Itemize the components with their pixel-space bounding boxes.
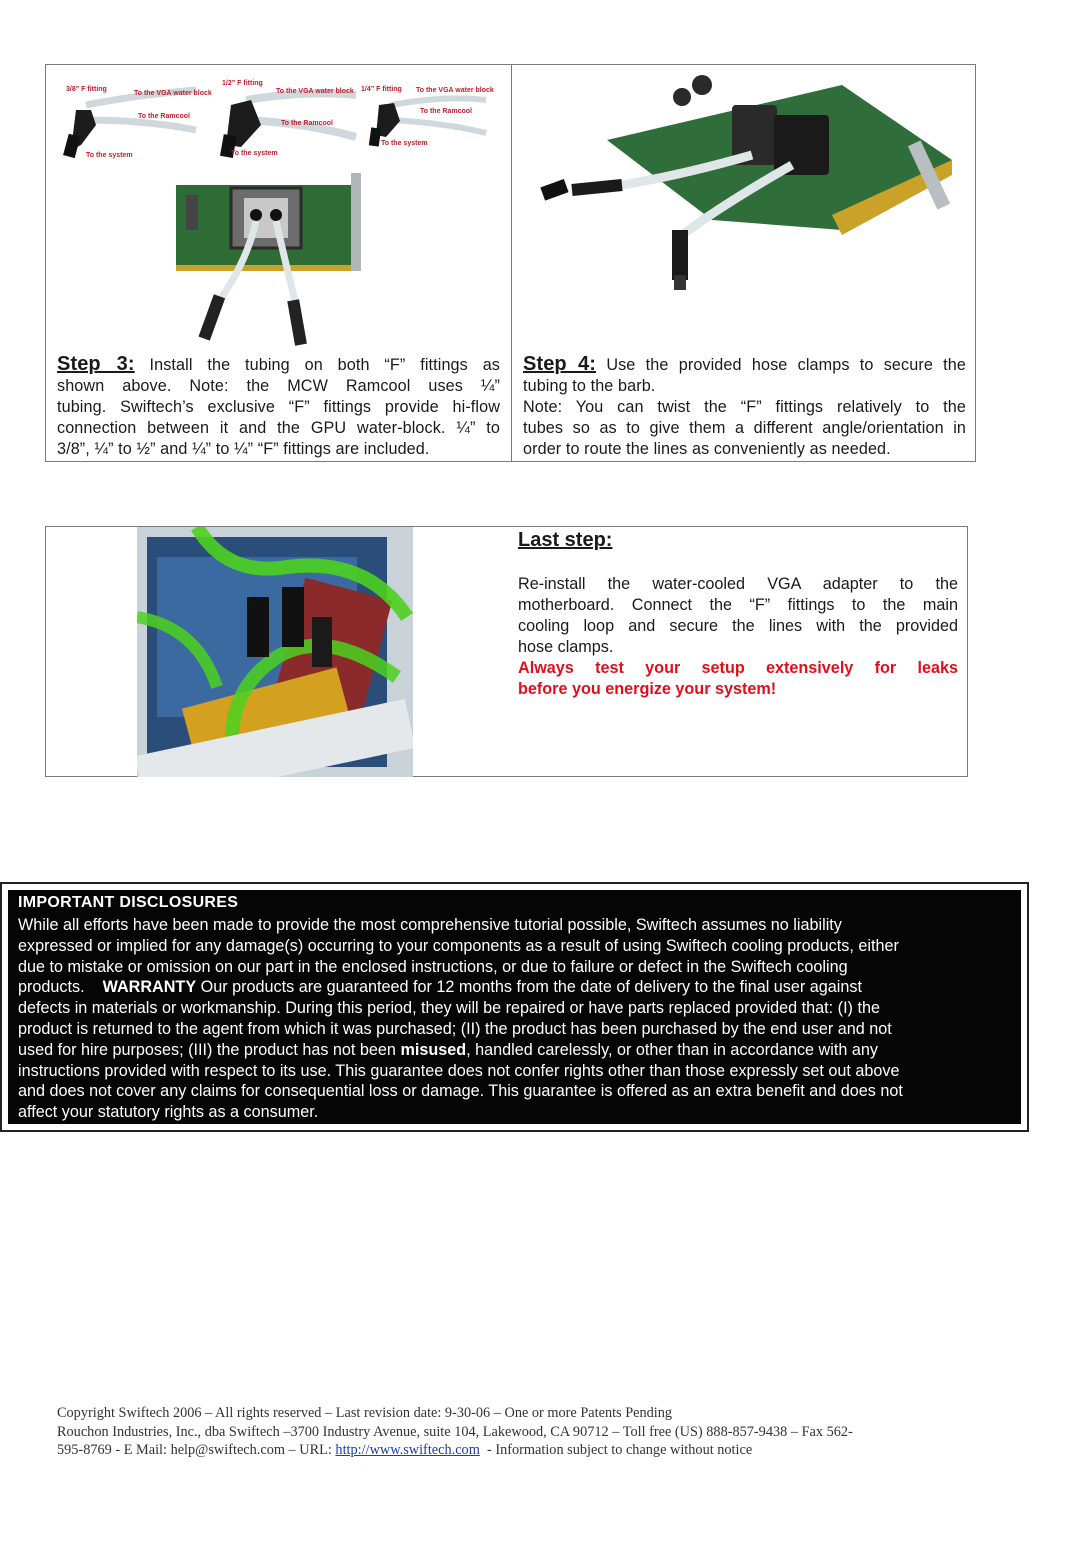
svg-text:To the VGA water block: To the VGA water block [416, 87, 494, 94]
svg-text:To the Ramcool: To the Ramcool [420, 108, 472, 115]
leak-warning-line-2: before you energize your system! [518, 680, 777, 698]
step4-heading: Step 4: [523, 353, 597, 375]
svg-text:To the Ramcool: To the Ramcool [281, 120, 333, 127]
vga-card-image [176, 173, 361, 346]
last-step-title: Last step: [518, 529, 613, 551]
copyright-line: Copyright Swiftech 2006 – All rights reserved – Last revision date: 9-30-06 – One or more Patents Pending [57, 1405, 673, 1421]
step4-cell [512, 65, 977, 461]
steps-table [45, 64, 976, 462]
svg-text:1/4” F fitting: 1/4” F fitting [361, 86, 402, 93]
disclosures-box [0, 882, 1029, 1132]
address-line: Rouchon Industries, Inc., dba Swiftech –3700 Industry Avenue, suite 104, Lakewood, CA 90712 – Toll free (US) 888-857-9438 – Fax 562- [57, 1423, 853, 1440]
disclosures-body: While all efforts have been made to provide the most comprehensive tutorial possible, Swiftech assumes no liability expressed or implied for any damage(s) occurring to your components as a result of using Swiftech cooling products, either due to mistake or omission on our part in the enclosed instructions, or due to failure or defect in the Swiftech cooling products. WARRANTY Our products are guaranteed for 12 months from the date of delivery to the final user against defects in materials or workmanship. During this period, they will be repaired or have parts replaced provided that: (I) the product is returned to the agent from which it was purchased; (II) the product has been purchased by the end user and not used for hire purposes; (III) the product has not been misused, handled carelessly, or other than in accordance with any instructions provided with respect to its use. This guarantee does not confer rights other than those expressly set out above and does not cover any claims for consequential loss or damage. This guarantee is offered as an extra benefit and does not affect your statutory rights as a consumer. [18, 916, 903, 1122]
clamped-card-image [512, 65, 977, 355]
step3-heading: Step 3: [57, 353, 135, 375]
disclosures-title: IMPORTANT DISCLOSURES [18, 894, 239, 911]
svg-text:3/8” F fitting: 3/8” F fitting [66, 86, 107, 93]
website-link[interactable]: http://www.swiftech.com [335, 1442, 480, 1459]
last-step-box [45, 526, 968, 777]
svg-text:To the VGA water block: To the VGA water block [134, 90, 212, 97]
page-footer: Copyright Swiftech 2006 – All rights reserved – Last revision date: 9-30-06 – One or more Patents Pending Rouchon Industries, Inc., dba Swiftech –3700 Industry Avenue, suite 104, Lakewood, CA 90712 – Toll free (US) 888-857-9438 – Fax 562- 595-8769 - E Mail: help@swiftech.com – URL: http://www.swiftech.com - Information subject to change without notice [57, 1404, 967, 1460]
svg-text:1/2” F fitting: 1/2” F fitting [222, 80, 263, 87]
step3-text: Step 3: Install the tubing on both “F” fittings as shown above. Note: the MCW Ramcool uses ¼” tubing. Swiftech’s exclusive “F” fittings provide hi-flow connection between it and the GPU water-block. ¼” to 3/8”, ¼” to ½” and ¼” to ¼” “F” fittings are included. [57, 353, 501, 458]
svg-text:To the system: To the system [381, 140, 428, 147]
svg-text:To the system: To the system [86, 152, 133, 159]
fitting-1-4-group [361, 86, 494, 147]
step3-cell [46, 65, 511, 461]
fittings-illustration [46, 65, 511, 355]
step4-text: Step 4: Use the provided hose clamps to secure the tubing to the barb. Note: You can twist the “F” fittings relatively to the tubes so as to give them a different angle/orientation in order to route the lines as conveniently as needed. [523, 353, 966, 458]
svg-text:To the Ramcool: To the Ramcool [138, 113, 190, 120]
svg-text:To the VGA water block: To the VGA water block [276, 88, 354, 95]
leak-warning-line-1: Always test your setup extensively for leaks [518, 659, 958, 677]
warranty-label: WARRANTY [102, 978, 197, 997]
fitting-3-8-group [63, 86, 212, 159]
installed-loop-photo [137, 527, 413, 777]
fitting-1-2-group [220, 80, 356, 158]
last-step-body: Re-install the water-cooled VGA adapter to the motherboard. Connect the “F” fittings to the main cooling loop and secure the lines with the provided hose clamps. Always test your setup extensively for leaks before you energize your system! [518, 575, 958, 698]
svg-text:To the system: To the system [231, 150, 278, 157]
